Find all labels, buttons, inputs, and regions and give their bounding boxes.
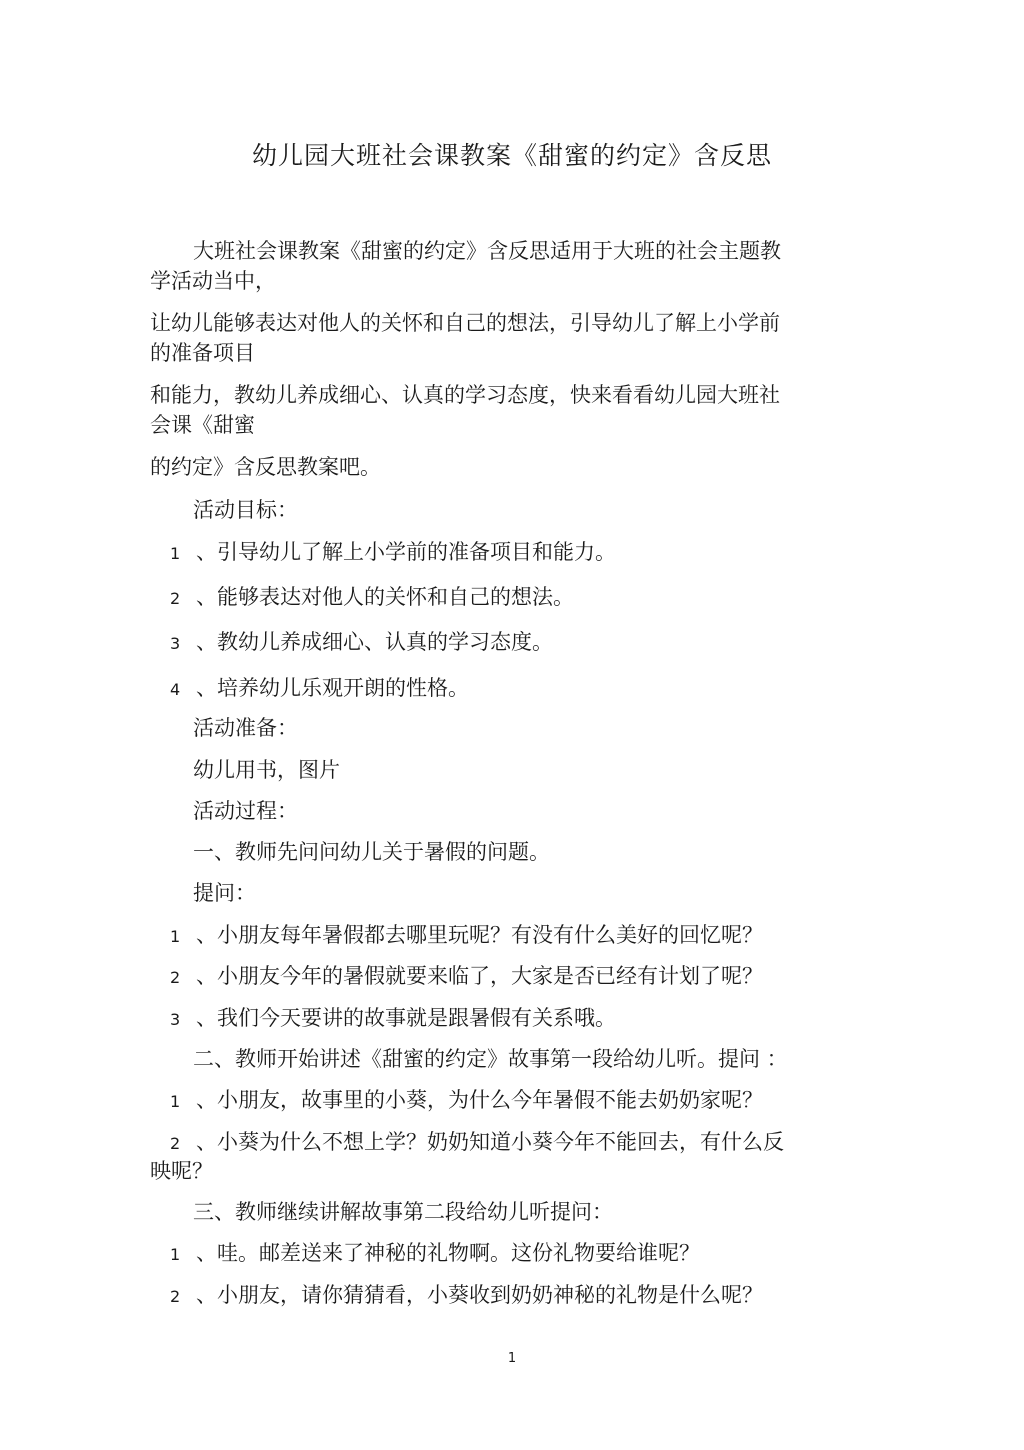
- goal-number: 1: [170, 544, 181, 563]
- goal-number: 4: [170, 680, 181, 699]
- document-title: 幼儿园大班社会课教案《甜蜜的约定》含反思: [251, 141, 772, 170]
- question-text: 、小朋友每年暑假都去哪里玩呢？有没有什么美好的回忆呢？: [196, 923, 763, 947]
- question-number: 2: [170, 1134, 181, 1153]
- question-text: 、小朋友，请你猜猜看，小葵收到奶奶神秘的礼物是什么呢？: [196, 1283, 763, 1307]
- page-number: 1: [507, 1351, 517, 1366]
- question-text: 、小朋友今年的暑假就要来临了，大家是否已经有计划了呢？: [196, 964, 763, 988]
- question-text: 、我们今天要讲的故事就是跟暑假有关系哦。: [196, 1006, 616, 1030]
- question-item: [170, 1127, 890, 1159]
- question-number: 1: [170, 1245, 181, 1264]
- question-item: [170, 1238, 890, 1270]
- goal-item: [170, 537, 890, 569]
- prep-text: 幼儿用书，图片: [193, 758, 340, 782]
- question-item: [170, 1003, 890, 1035]
- intro-line-3: 让幼儿能够表达对他人的关怀和自己的想法，引导幼儿了解上小学前: [150, 311, 780, 335]
- question-number: 1: [170, 927, 181, 946]
- question-number: 3: [170, 1010, 181, 1029]
- question-text: 、小葵为什么不想上学？奶奶知道小葵今年不能回去，有什么反: [196, 1130, 784, 1154]
- question-text: 、哇。邮差送来了神秘的礼物啊。这份礼物要给谁呢？: [196, 1241, 700, 1265]
- process-heading: 活动过程：: [193, 799, 298, 823]
- goals-heading: 活动目标：: [193, 498, 298, 522]
- step-two: 二、教师开始讲述《甜蜜的约定》故事第一段给幼儿听。提问 ：: [193, 1047, 788, 1071]
- question-item: [170, 961, 890, 993]
- goal-text: 、引导幼儿了解上小学前的准备项目和能力。: [196, 540, 616, 564]
- question-number: 2: [170, 968, 181, 987]
- goal-item: [170, 582, 890, 614]
- intro-line-5: 和能力，教幼儿养成细心、认真的学习态度，快来看看幼儿园大班社: [150, 383, 780, 407]
- intro-line-2: 学活动当中，: [150, 269, 276, 293]
- question-item: [170, 920, 890, 952]
- question-text: 、小朋友，故事里的小葵，为什么今年暑假不能去奶奶家呢？: [196, 1088, 763, 1112]
- question-continuation: 映呢？: [150, 1159, 213, 1183]
- intro-line-6: 会课《甜蜜: [150, 413, 255, 437]
- goal-number: 3: [170, 634, 181, 653]
- step-three: 三、教师继续讲解故事第二段给幼儿听提问：: [193, 1200, 613, 1224]
- goal-item: [170, 627, 890, 659]
- goal-number: 2: [170, 589, 181, 608]
- ask-label: 提问：: [193, 881, 256, 905]
- goal-text: 、教幼儿养成细心、认真的学习态度。: [196, 630, 553, 654]
- goal-text: 、能够表达对他人的关怀和自己的想法。: [196, 585, 574, 609]
- question-number: 2: [170, 1287, 181, 1306]
- intro-line-1: 大班社会课教案《甜蜜的约定》含反思适用于大班的社会主题教: [193, 239, 781, 263]
- goal-item: [170, 673, 890, 705]
- prep-heading: 活动准备：: [193, 716, 298, 740]
- question-number: 1: [170, 1092, 181, 1111]
- intro-line-7: 的约定》含反思教案吧。: [150, 455, 381, 479]
- step-one: 一、教师先问问幼儿关于暑假的问题。: [193, 840, 550, 864]
- question-item: [170, 1085, 890, 1117]
- goal-text: 、培养幼儿乐观开朗的性格。: [196, 676, 469, 700]
- intro-line-4: 的准备项目: [150, 341, 255, 365]
- question-item: [170, 1280, 890, 1312]
